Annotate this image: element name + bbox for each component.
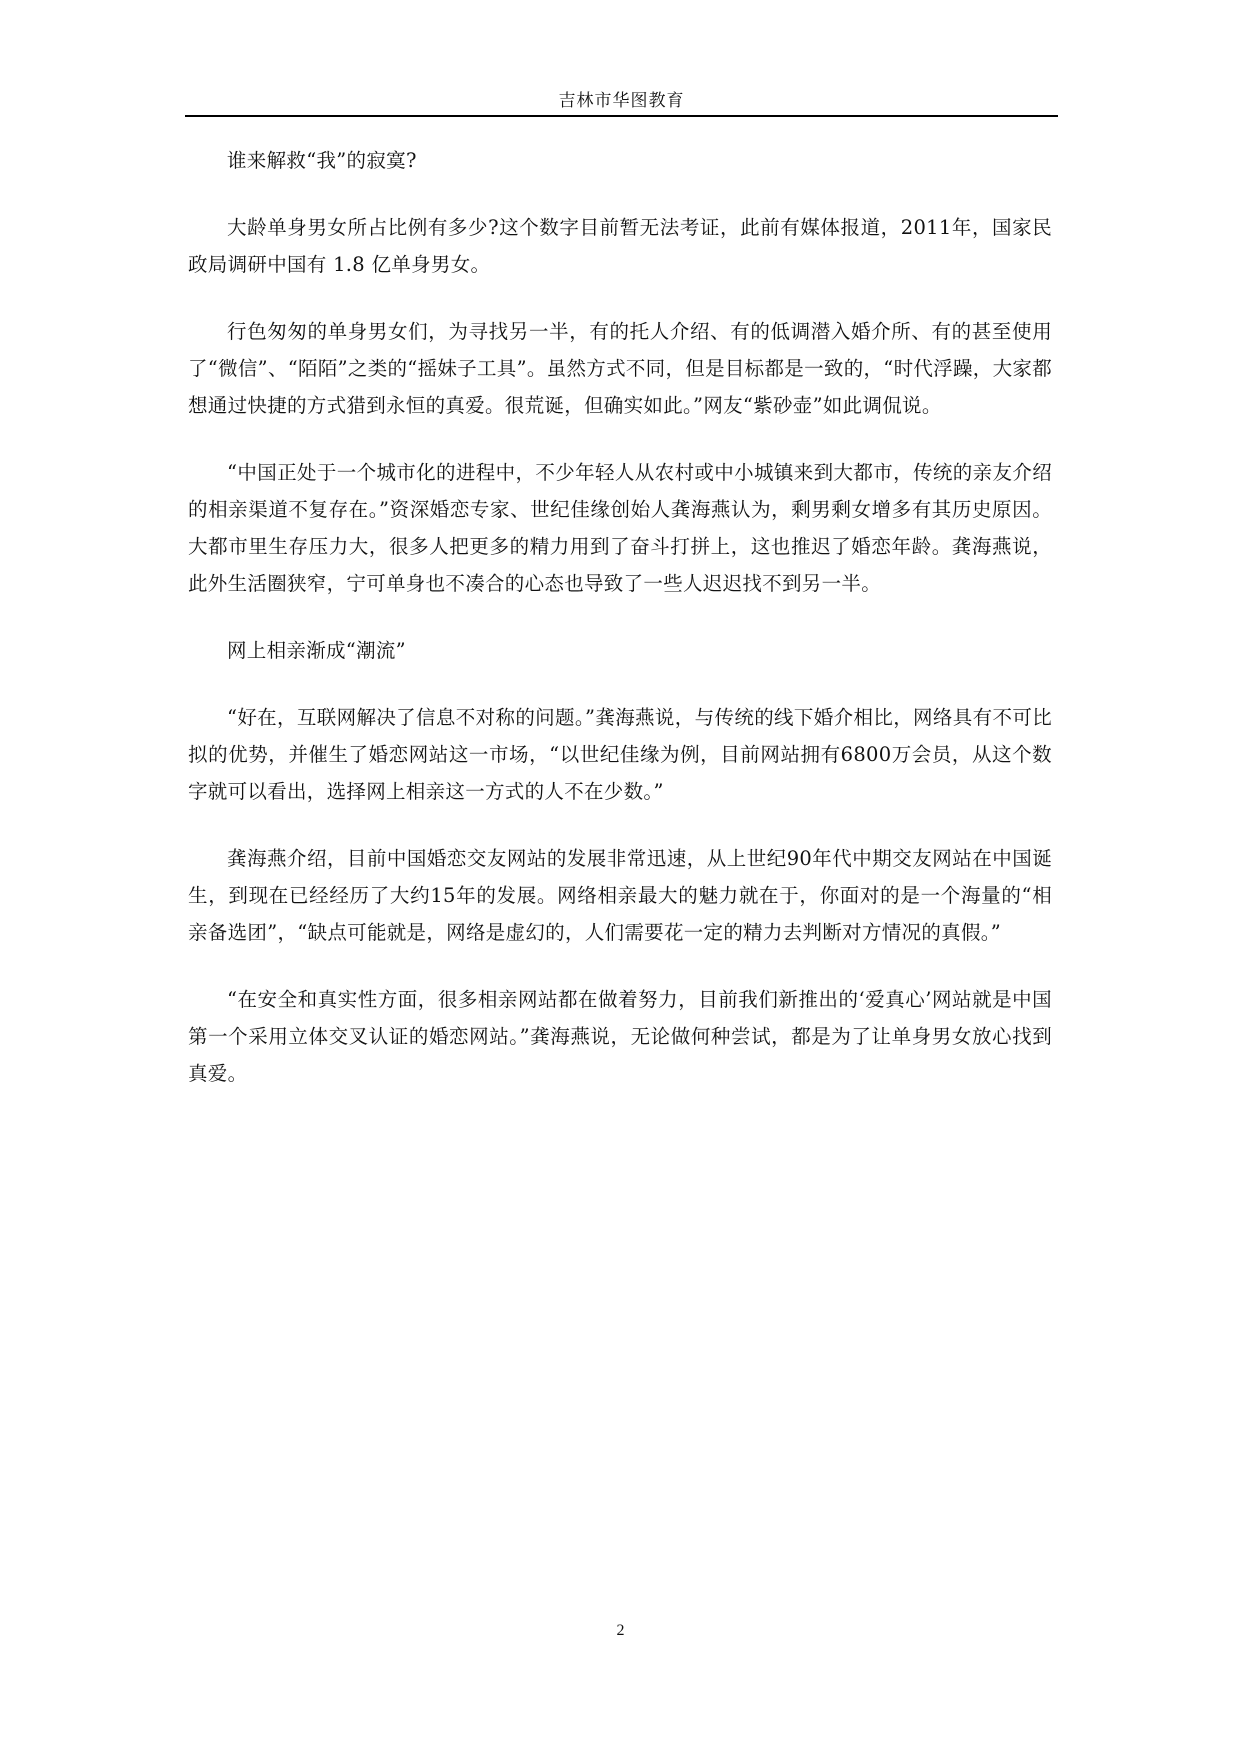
page-header-title: 吉林市华图教育	[558, 91, 685, 111]
section-heading: 谁来解救“我”的寂寞?	[227, 149, 417, 172]
paragraph: “好在，互联网解决了信息不对称的问题。”龚海燕说，与传统的线下婚介相比，网络具有不可比拟的优势，并催生了婚恋网站这一市场，“以世纪佳缘为例，目前网站拥有6800万会员，从这个数字就可以看出，选择网上相亲这一方式的人不在少数。”	[188, 706, 1052, 803]
paragraph: 行色匆匆的单身男女们，为寻找另一半，有的托人介绍、有的低调潜入婚介所、有的甚至使用了“微信”、“陌陌”之类的“摇妹子工具”。虽然方式不同，但是目标都是一致的，“时代浮躁，大家都想通过快捷的方式猎到永恒的真爱。很荒诞，但确实如此。”网友“紫砂壶”如此调侃说。	[188, 320, 1052, 417]
page-number: 2	[616, 1622, 625, 1639]
document-body	[188, 142, 1052, 1122]
section-heading: 网上相亲渐成“潮流”	[227, 639, 406, 662]
paragraph: “在安全和真实性方面，很多相亲网站都在做着努力，目前我们新推出的‘爱真心’网站就是中国第一个采用立体交叉认证的婚恋网站。”龚海燕说，无论做何种尝试，都是为了让单身男女放心找到真爱。	[188, 988, 1052, 1085]
paragraph: 龚海燕介绍，目前中国婚恋交友网站的发展非常迅速，从上世纪90年代中期交友网站在中国诞生，到现在已经经历了大约15年的发展。网络相亲最大的魅力就在于，你面对的是一个海量的“相亲备选团”，“缺点可能就是，网络是虚幻的，人们需要花一定的精力去判断对方情况的真假。”	[188, 847, 1052, 944]
paragraph: 大龄单身男女所占比例有多少?这个数字目前暂无法考证，此前有媒体报道，2011年，国家民政局调研中国有 1.8 亿单身男女。	[188, 216, 1052, 276]
paragraph: “中国正处于一个城市化的进程中，不少年轻人从农村或中小城镇来到大都市，传统的亲友介绍的相亲渠道不复存在。”资深婚恋专家、世纪佳缘创始人龚海燕认为，剩男剩女增多有其历史原因。大都市里生存压力大，很多人把更多的精力用到了奋斗打拼上，这也推迟了婚恋年龄。龚海燕说，此外生活圈狭窄，宁可单身也不凑合的心态也导致了一些人迟迟找不到另一半。	[188, 461, 1052, 595]
header-divider	[185, 115, 1058, 117]
